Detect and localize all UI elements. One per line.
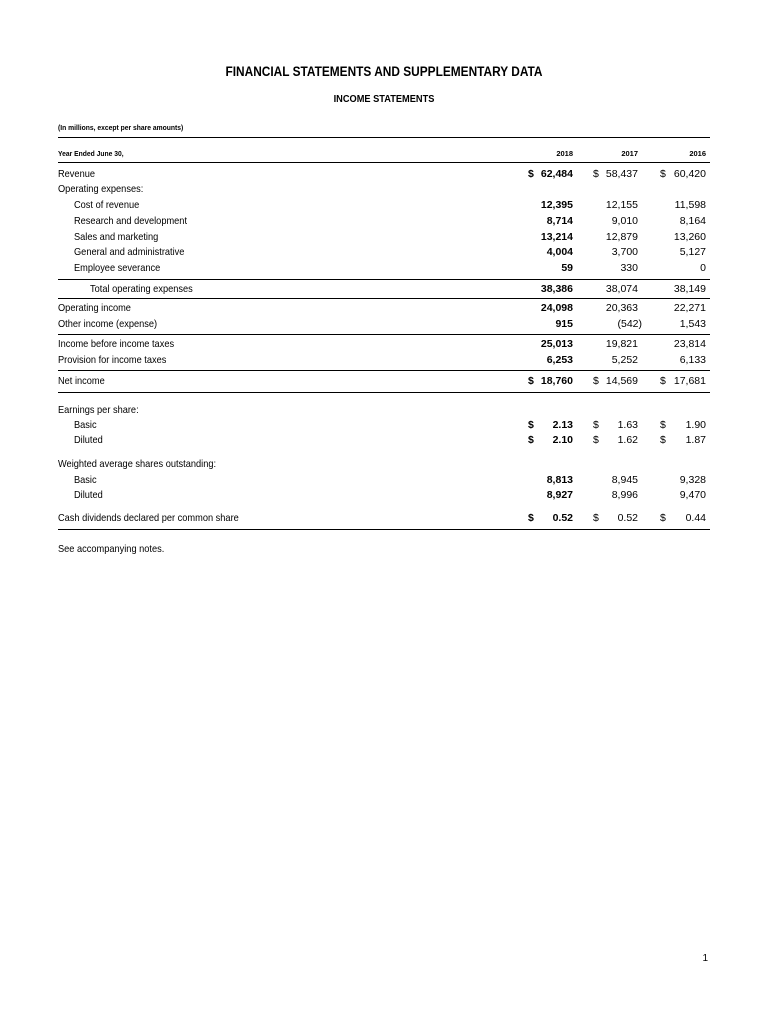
value-2017: 12,879 (605, 231, 638, 243)
table-row-gna (0, 246, 768, 260)
year-header-2017: 2017 (621, 149, 638, 158)
row-label: General and administrative (74, 246, 185, 258)
value-2017: 0.52 (617, 512, 638, 524)
row-label: Employee severance (74, 262, 161, 274)
table-row-net-income (0, 375, 768, 389)
table-row-pretax-income (0, 338, 768, 352)
row-label: Weighted average shares outstanding: (58, 458, 217, 470)
currency-symbol: $ (593, 434, 599, 446)
table-row-shares-header (0, 458, 768, 472)
row-label: Other income (expense) (58, 318, 158, 330)
table-row-shares-diluted (0, 489, 768, 503)
currency-symbol: $ (660, 434, 666, 446)
table-row-severance (0, 262, 768, 276)
row-label: Cost of revenue (74, 199, 140, 211)
table-row-eps-basic (0, 419, 768, 433)
row-label: Research and development (74, 215, 188, 227)
value-2016: 22,271 (673, 302, 706, 314)
value-2017: 330 (620, 262, 638, 274)
value-2018: 59 (561, 262, 573, 274)
table-row-eps-diluted (0, 434, 768, 448)
value-2017: 1.62 (617, 434, 638, 446)
row-label: Operating expenses: (58, 183, 144, 195)
value-2017: 8,945 (611, 474, 638, 486)
value-2017: 14,569 (605, 375, 638, 387)
currency-symbol: $ (528, 512, 534, 524)
table-row-cost-of-revenue (0, 199, 768, 213)
year-header-2018: 2018 (556, 149, 573, 158)
value-2016: 9,470 (679, 489, 706, 501)
row-label: Operating income (58, 302, 131, 314)
value-2017: 12,155 (605, 199, 638, 211)
value-2016: 1.90 (685, 419, 706, 431)
row-label: Provision for income taxes (58, 354, 167, 366)
value-2018: 62,484 (540, 168, 573, 180)
value-2017: 38,074 (605, 283, 638, 295)
value-2017: 3,700 (611, 246, 638, 258)
currency-symbol: $ (660, 168, 666, 180)
page-number: 1 (702, 953, 708, 964)
year-header-2016: 2016 (689, 149, 706, 158)
table-row-rnd (0, 215, 768, 229)
value-2018: 13,214 (540, 231, 573, 243)
value-2018: 25,013 (540, 338, 573, 350)
value-2018: 6,253 (546, 354, 573, 366)
header-rule-bottom (58, 162, 710, 163)
value-2018: 18,760 (540, 375, 573, 387)
period-label: Year Ended June 30, (58, 149, 124, 158)
rule-total-opex-label (58, 279, 710, 280)
currency-symbol: $ (593, 419, 599, 431)
currency-symbol: $ (660, 419, 666, 431)
value-2016: 6,133 (679, 354, 706, 366)
value-2017: (542) (617, 318, 642, 330)
statement-title: FINANCIAL STATEMENTS AND SUPPLEMENTARY DATA (225, 64, 543, 79)
row-label: Diluted (74, 434, 103, 446)
row-label: Diluted (74, 489, 103, 501)
value-2016: 5,127 (679, 246, 706, 258)
value-2018: 38,386 (540, 283, 573, 295)
row-label: Revenue (58, 168, 95, 180)
value-2016: 8,164 (679, 215, 706, 227)
table-row-tax-provision (0, 354, 768, 368)
value-2018: 915 (555, 318, 573, 330)
table-row-opex-header (0, 183, 768, 197)
value-2017: 1.63 (617, 419, 638, 431)
value-2016: 60,420 (673, 168, 706, 180)
header-rule (58, 137, 710, 138)
rule-net-income (58, 370, 710, 371)
value-2018: 2.13 (552, 419, 573, 431)
value-2018: 24,098 (540, 302, 573, 314)
value-2018: 8,813 (546, 474, 573, 486)
table-row-eps-header (0, 404, 768, 418)
value-2016: 13,260 (673, 231, 706, 243)
currency-symbol: $ (528, 168, 534, 180)
currency-symbol: $ (528, 434, 534, 446)
value-2016: 1.87 (685, 434, 706, 446)
value-2017: 5,252 (611, 354, 638, 366)
value-2016: 23,814 (673, 338, 706, 350)
footnote: See accompanying notes. (58, 543, 165, 555)
value-2017: 58,437 (605, 168, 638, 180)
currency-symbol: $ (593, 375, 599, 387)
value-2017: 19,821 (605, 338, 638, 350)
value-2017: 8,996 (611, 489, 638, 501)
row-label: Basic (74, 419, 97, 431)
value-2017: 20,363 (605, 302, 638, 314)
row-label: Sales and marketing (74, 231, 159, 243)
table-bottom-rule (58, 529, 710, 530)
row-label: Earnings per share: (58, 404, 139, 416)
table-row-other-income (0, 318, 768, 332)
row-label: Total operating expenses (90, 283, 193, 295)
row-label: Income before income taxes (58, 338, 175, 350)
value-2016: 1,543 (679, 318, 706, 330)
table-row-total-opex (0, 283, 768, 297)
value-2018: 8,714 (546, 215, 573, 227)
currency-symbol: $ (593, 512, 599, 524)
value-2017: 9,010 (611, 215, 638, 227)
double-rule-net-income-a (58, 392, 710, 393)
value-2018: 4,004 (546, 246, 573, 258)
value-2018: 2.10 (552, 434, 573, 446)
currency-symbol: $ (593, 168, 599, 180)
row-label: Basic (74, 474, 97, 486)
currency-symbol: $ (528, 419, 534, 431)
table-row-operating-income (0, 302, 768, 316)
value-2016: 0.44 (685, 512, 706, 524)
table-row-shares-basic (0, 474, 768, 488)
currency-symbol: $ (528, 375, 534, 387)
value-2016: 9,328 (679, 474, 706, 486)
value-2016: 0 (700, 262, 706, 274)
rule-pretax (58, 334, 710, 335)
value-2016: 11,598 (674, 199, 706, 211)
table-row-dividends (0, 512, 768, 526)
statement-subtitle: INCOME STATEMENTS (333, 93, 435, 105)
value-2016: 17,681 (673, 375, 706, 387)
currency-symbol: $ (660, 375, 666, 387)
rule-operating-income (58, 298, 710, 299)
value-2016: 38,149 (673, 283, 706, 295)
value-2018: 12,395 (540, 199, 573, 211)
row-label: Cash dividends declared per common share (58, 512, 239, 524)
row-label: Net income (58, 375, 105, 387)
currency-symbol: $ (660, 512, 666, 524)
table-row-sales-marketing (0, 231, 768, 245)
value-2018: 8,927 (546, 489, 573, 501)
table-row-revenue (0, 168, 768, 182)
units-note: (In millions, except per share amounts) (58, 123, 184, 132)
value-2018: 0.52 (552, 512, 573, 524)
